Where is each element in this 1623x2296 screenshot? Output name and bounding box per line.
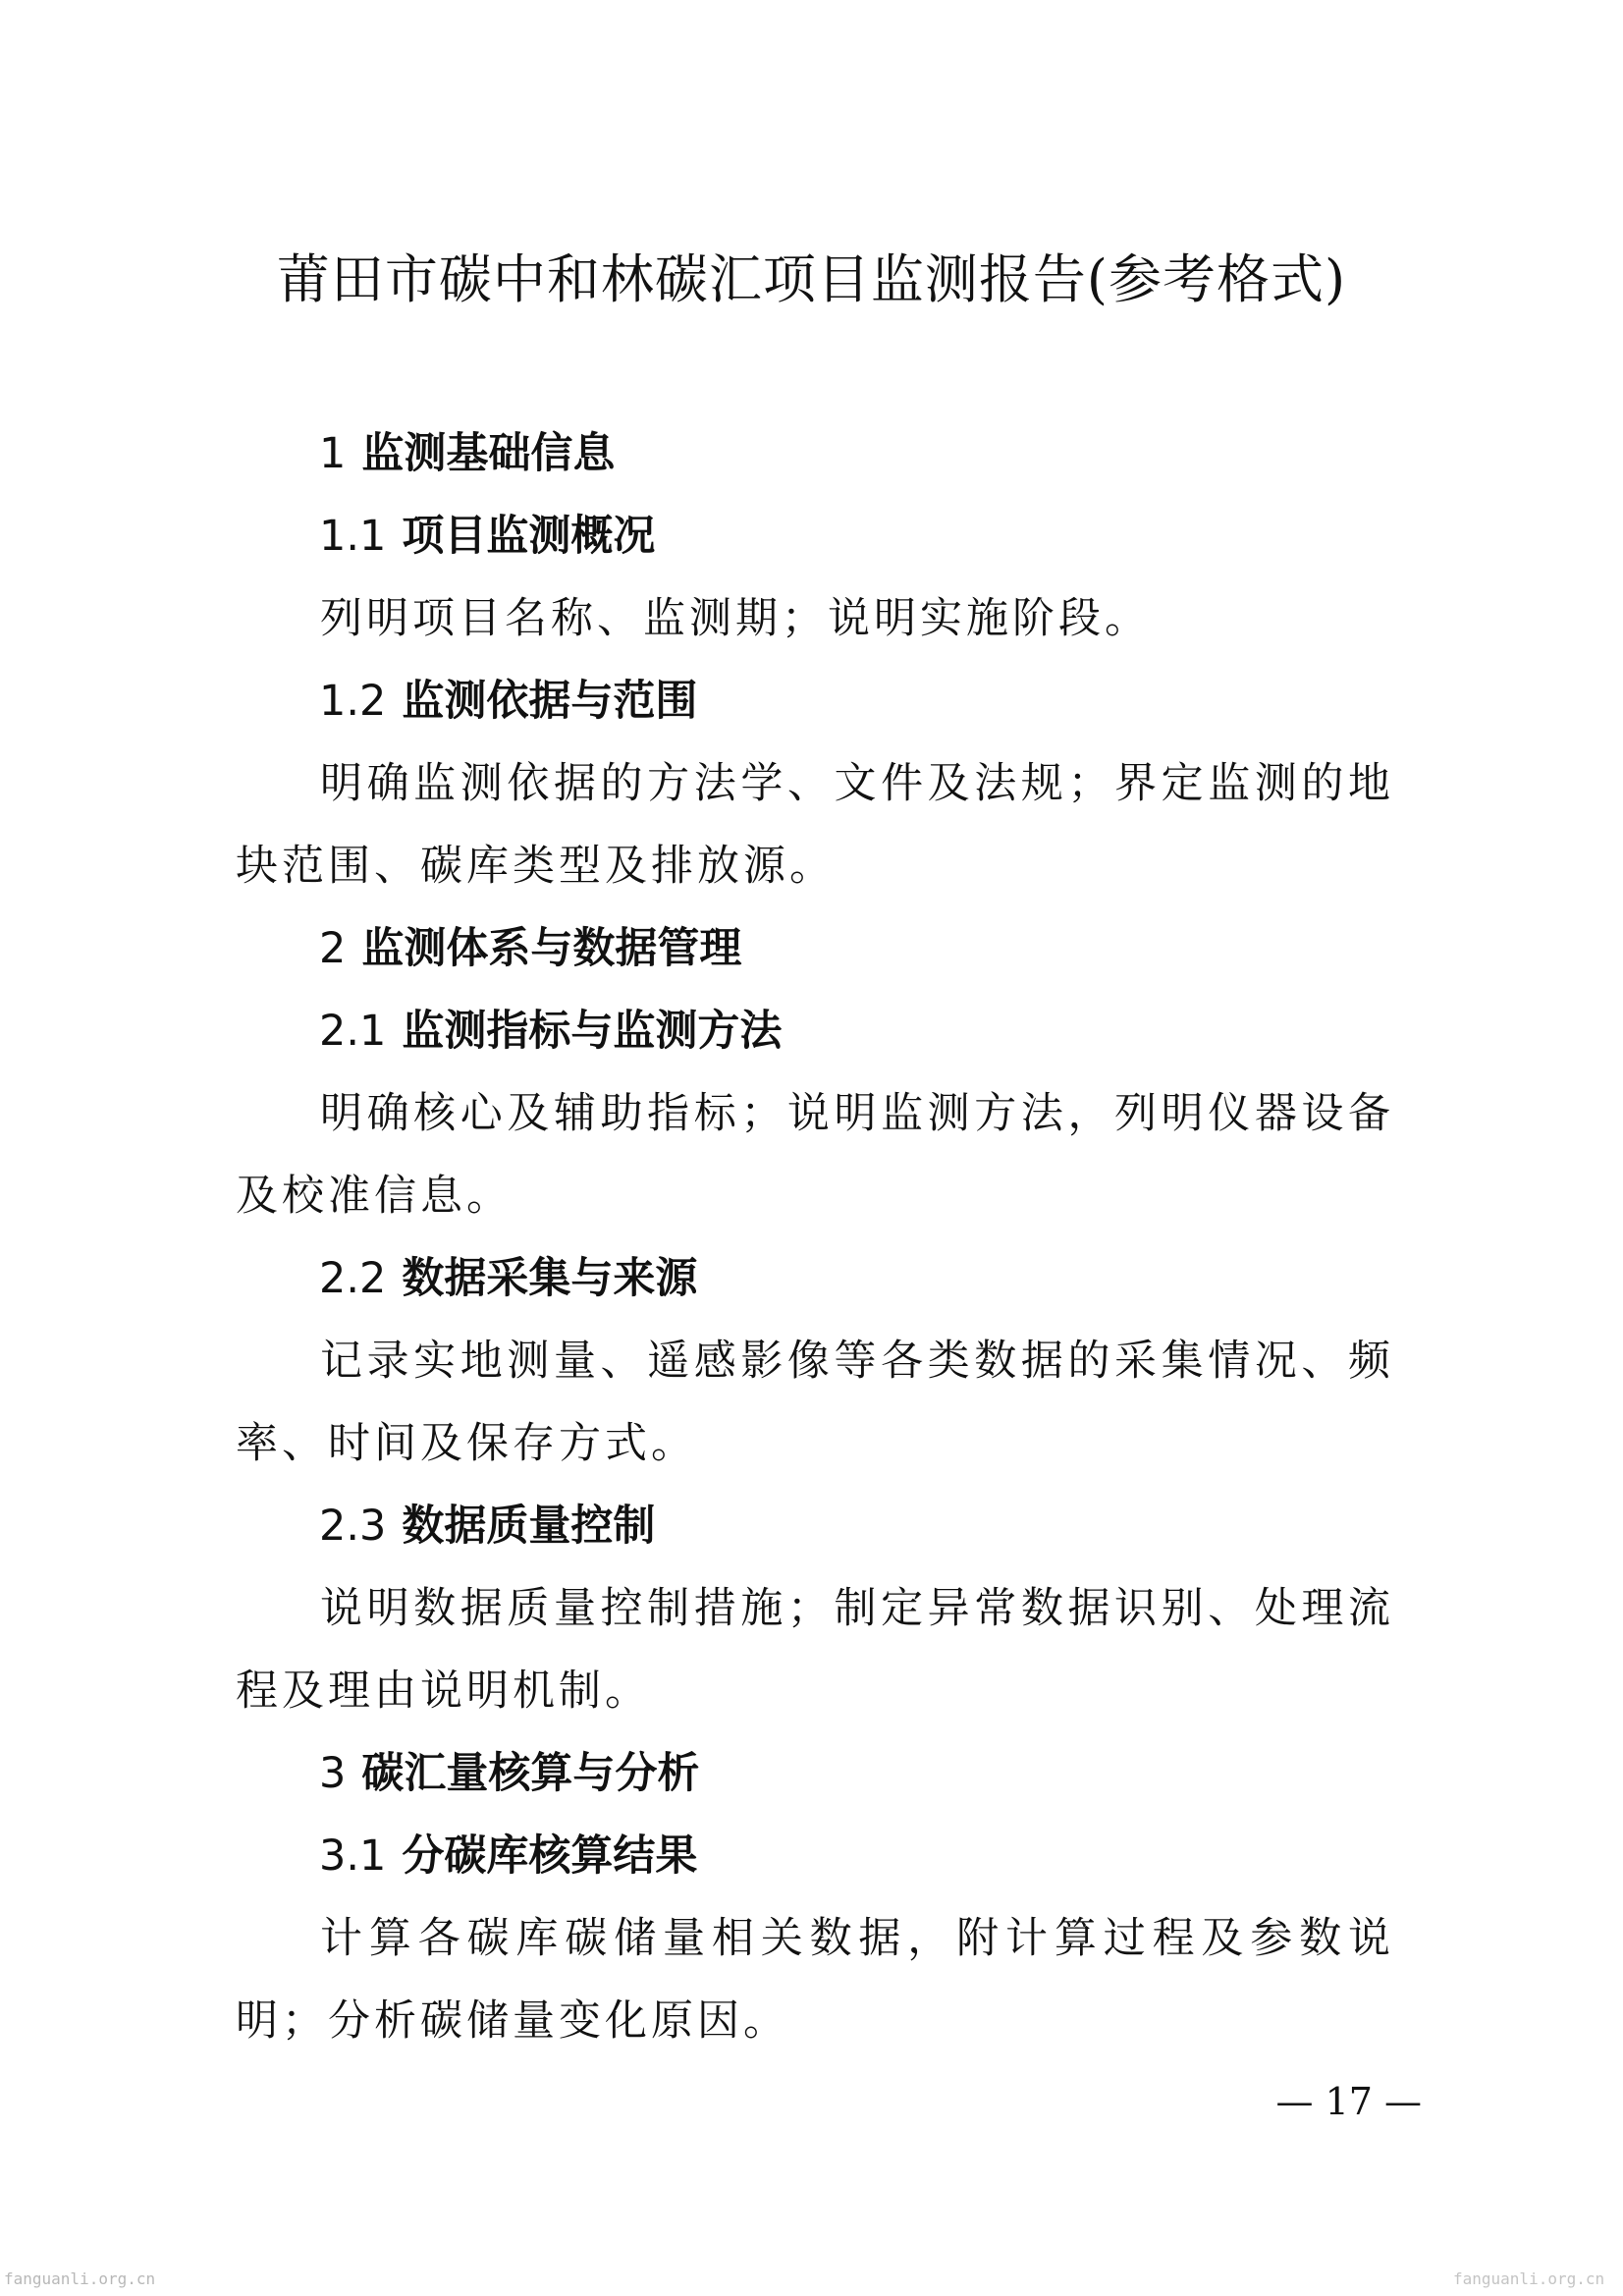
watermark-right: fanguanli.org.cn [1453,2269,1605,2288]
paragraph: 说明数据质量控制措施；制定异常数据识别、处理流程及理由说明机制。 [236,1584,1394,1716]
subsection-number: 2.2 [319,1254,387,1303]
subsection-title: 数据质量控制 [402,1502,656,1551]
watermark: fanguanli.org.cn [4,2269,156,2288]
paragraph: 明确核心及辅助指标；说明监测方法，列明仪器设备及校准信息。 [236,1089,1394,1221]
document-body [236,412,1394,2062]
subsection-heading [236,495,1394,577]
subsection-number: 3.1 [319,1831,387,1881]
subsection-title: 监测指标与监测方法 [402,1007,783,1056]
section-heading [236,412,1394,495]
subsection-title: 分碳库核算结果 [402,1831,698,1881]
subsection-heading [236,660,1394,742]
section-heading [236,1732,1394,1815]
paragraph: 明确监测依据的方法学、文件及法规；界定监测的地块范围、碳库类型及排放源。 [236,759,1394,891]
section-number: 3 [319,1749,347,1798]
subsection-heading [236,1485,1394,1567]
paragraph: 记录实地测量、遥感影像等各类数据的采集情况、频率、时间及保存方式。 [236,1337,1394,1468]
subsection-heading [236,1815,1394,1897]
subsection-title: 项目监测概况 [402,512,656,561]
document-title: 莆田市碳中和林碳汇项目监测报告(参考格式) [276,248,1347,310]
section-title: 碳汇量核算与分析 [361,1749,700,1798]
paragraph: 计算各碳库碳储量相关数据，附计算过程及参数说明；分析碳储量变化原因。 [236,1914,1394,2046]
section-title: 监测体系与数据管理 [361,924,742,973]
section-title: 监测基础信息 [361,429,616,478]
subsection-title: 数据采集与来源 [402,1254,698,1303]
section-number: 2 [319,924,347,973]
subsection-number: 1.1 [319,512,387,561]
subsection-number: 1.2 [319,677,387,726]
section-number: 1 [319,429,347,478]
subsection-number: 2.3 [319,1502,387,1551]
subsection-number: 2.1 [319,1007,387,1056]
paragraph: 列明项目名称、监测期；说明实施阶段。 [320,594,1151,643]
subsection-heading [236,1237,1394,1320]
subsection-title: 监测依据与范围 [402,677,698,726]
subsection-heading [236,990,1394,1072]
section-heading [236,907,1394,990]
page-number: — 17 — [1275,2080,1422,2123]
